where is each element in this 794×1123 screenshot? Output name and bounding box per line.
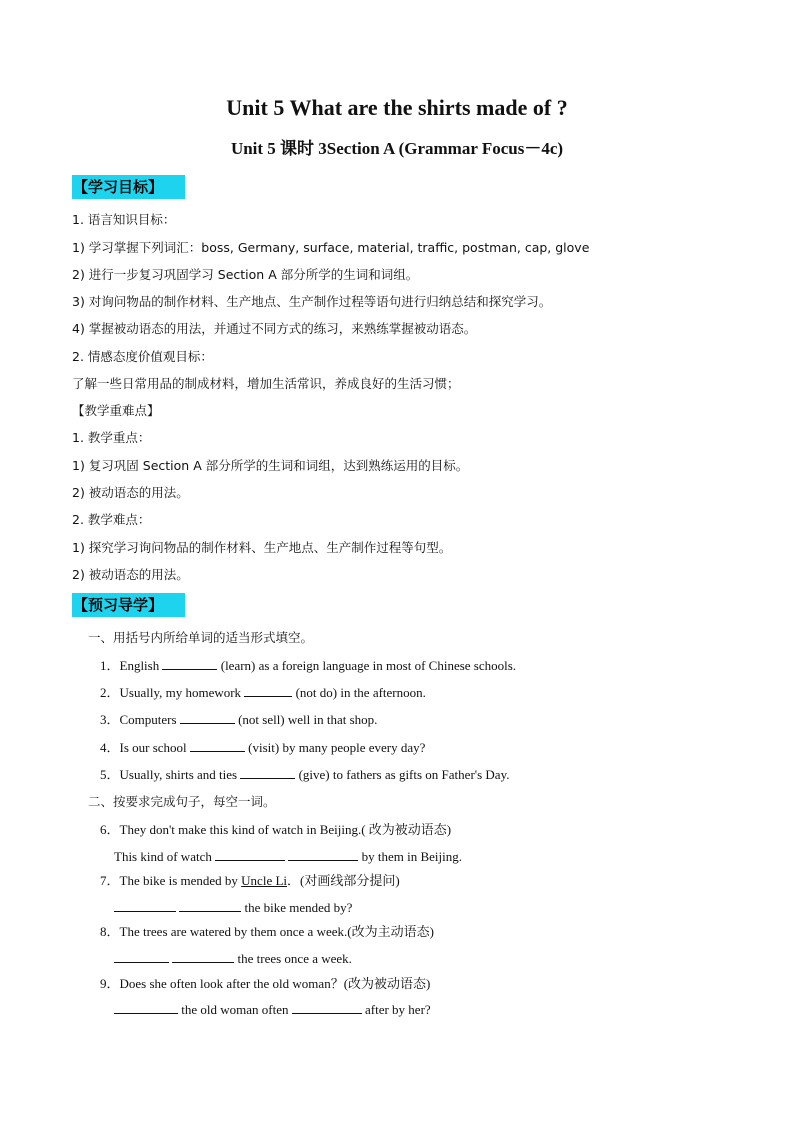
exercise-item: 6．They don't make this kind of watch in Beijing.( 改为被动语态) bbox=[100, 822, 452, 837]
answer-blank[interactable] bbox=[162, 657, 217, 670]
objective-line: 1) 学习掌握下列词汇：boss, Germany, surface, material, traffic, postman, cap, glove bbox=[72, 240, 590, 255]
exercise-item: 3．Computers (not sell) well in that shop. bbox=[100, 712, 378, 727]
part2-instruction: 二、按要求完成句子，每空一词。 bbox=[88, 794, 276, 809]
key-points-heading: 【教学重难点】 bbox=[72, 403, 160, 418]
answer-blank[interactable] bbox=[244, 684, 292, 697]
answer-blank[interactable] bbox=[114, 899, 176, 912]
objective-line: 2. 教学难点： bbox=[72, 512, 151, 527]
exercise-answer-line: the trees once a week. bbox=[114, 950, 794, 968]
exercise-answer-line: This kind of watch by them in Beijing. bbox=[114, 849, 462, 864]
exercise-answer-line: the bike mended by? bbox=[114, 899, 794, 917]
objective-line: 了解一些日常用品的制成材料，增加生活常识，养成良好的生活习惯； bbox=[72, 376, 460, 391]
objectives-banner: 【学习目标】 bbox=[72, 175, 185, 199]
answer-blank[interactable] bbox=[114, 1001, 178, 1014]
part1-instruction: 一、用括号内所给单词的适当形式填空。 bbox=[88, 630, 314, 645]
page-title: Unit 5 What are the shirts made of ? bbox=[226, 95, 568, 120]
objective-line: 1. 教学重点： bbox=[72, 430, 151, 445]
objective-line: 1. 语言知识目标： bbox=[72, 212, 176, 227]
exercise-item: 2．Usually, my homework (not do) in the afternoon. bbox=[100, 685, 426, 700]
objective-line: 2) 被动语态的用法。 bbox=[72, 485, 189, 500]
objective-line: 2) 进行一步复习巩固学习 Section A 部分所学的生词和词组。 bbox=[72, 267, 419, 282]
objective-line: 1) 探究学习询问物品的制作材料、生产地点、生产制作过程等句型。 bbox=[72, 540, 452, 555]
objective-line: 2. 情感态度价值观目标： bbox=[72, 349, 213, 364]
exercise-item: 7．The bike is mended by Uncle Li．(对画线部分提问) bbox=[100, 873, 400, 888]
objective-line: 1) 复习巩固 Section A 部分所学的生词和词组，达到熟练运用的目标。 bbox=[72, 458, 469, 473]
objective-line: 2) 被动语态的用法。 bbox=[72, 567, 189, 582]
page-subtitle: Unit 5 课时 3Section A (Grammar Focus－4c) bbox=[230, 139, 564, 158]
exercise-answer-line: the old woman often after by her? bbox=[114, 1001, 794, 1019]
answer-blank[interactable] bbox=[288, 848, 358, 861]
answer-blank[interactable] bbox=[172, 950, 234, 963]
objective-line: 4) 掌握被动语态的用法，并通过不同方式的练习，来熟练掌握被动语态。 bbox=[72, 321, 477, 336]
preview-banner: 【预习导学】 bbox=[72, 593, 185, 617]
answer-blank[interactable] bbox=[292, 1001, 362, 1014]
exercise-item: 5．Usually, shirts and ties (give) to fathers as gifts on Father's Day. bbox=[100, 767, 510, 782]
answer-blank[interactable] bbox=[180, 711, 235, 724]
exercise-item: 1．English (learn) as a foreign language in most of Chinese schools. bbox=[100, 658, 517, 673]
objective-line: 3) 对询问物品的制作材料、生产地点、生产制作过程等语句进行归纳总结和探究学习。 bbox=[72, 294, 552, 309]
answer-blank[interactable] bbox=[114, 950, 169, 963]
exercise-item: 8．The trees are watered by them once a week.(改为主动语态) bbox=[100, 924, 434, 939]
underlined-phrase: Uncle Li bbox=[241, 873, 288, 888]
answer-blank[interactable] bbox=[190, 739, 245, 752]
answer-blank[interactable] bbox=[179, 899, 241, 912]
answer-blank[interactable] bbox=[215, 848, 285, 861]
answer-blank[interactable] bbox=[240, 766, 295, 779]
exercise-item: 9．Does she often look after the old woman？(改为被动语态) bbox=[100, 976, 431, 991]
exercise-item: 4．Is our school (visit) by many people every day? bbox=[100, 740, 426, 755]
